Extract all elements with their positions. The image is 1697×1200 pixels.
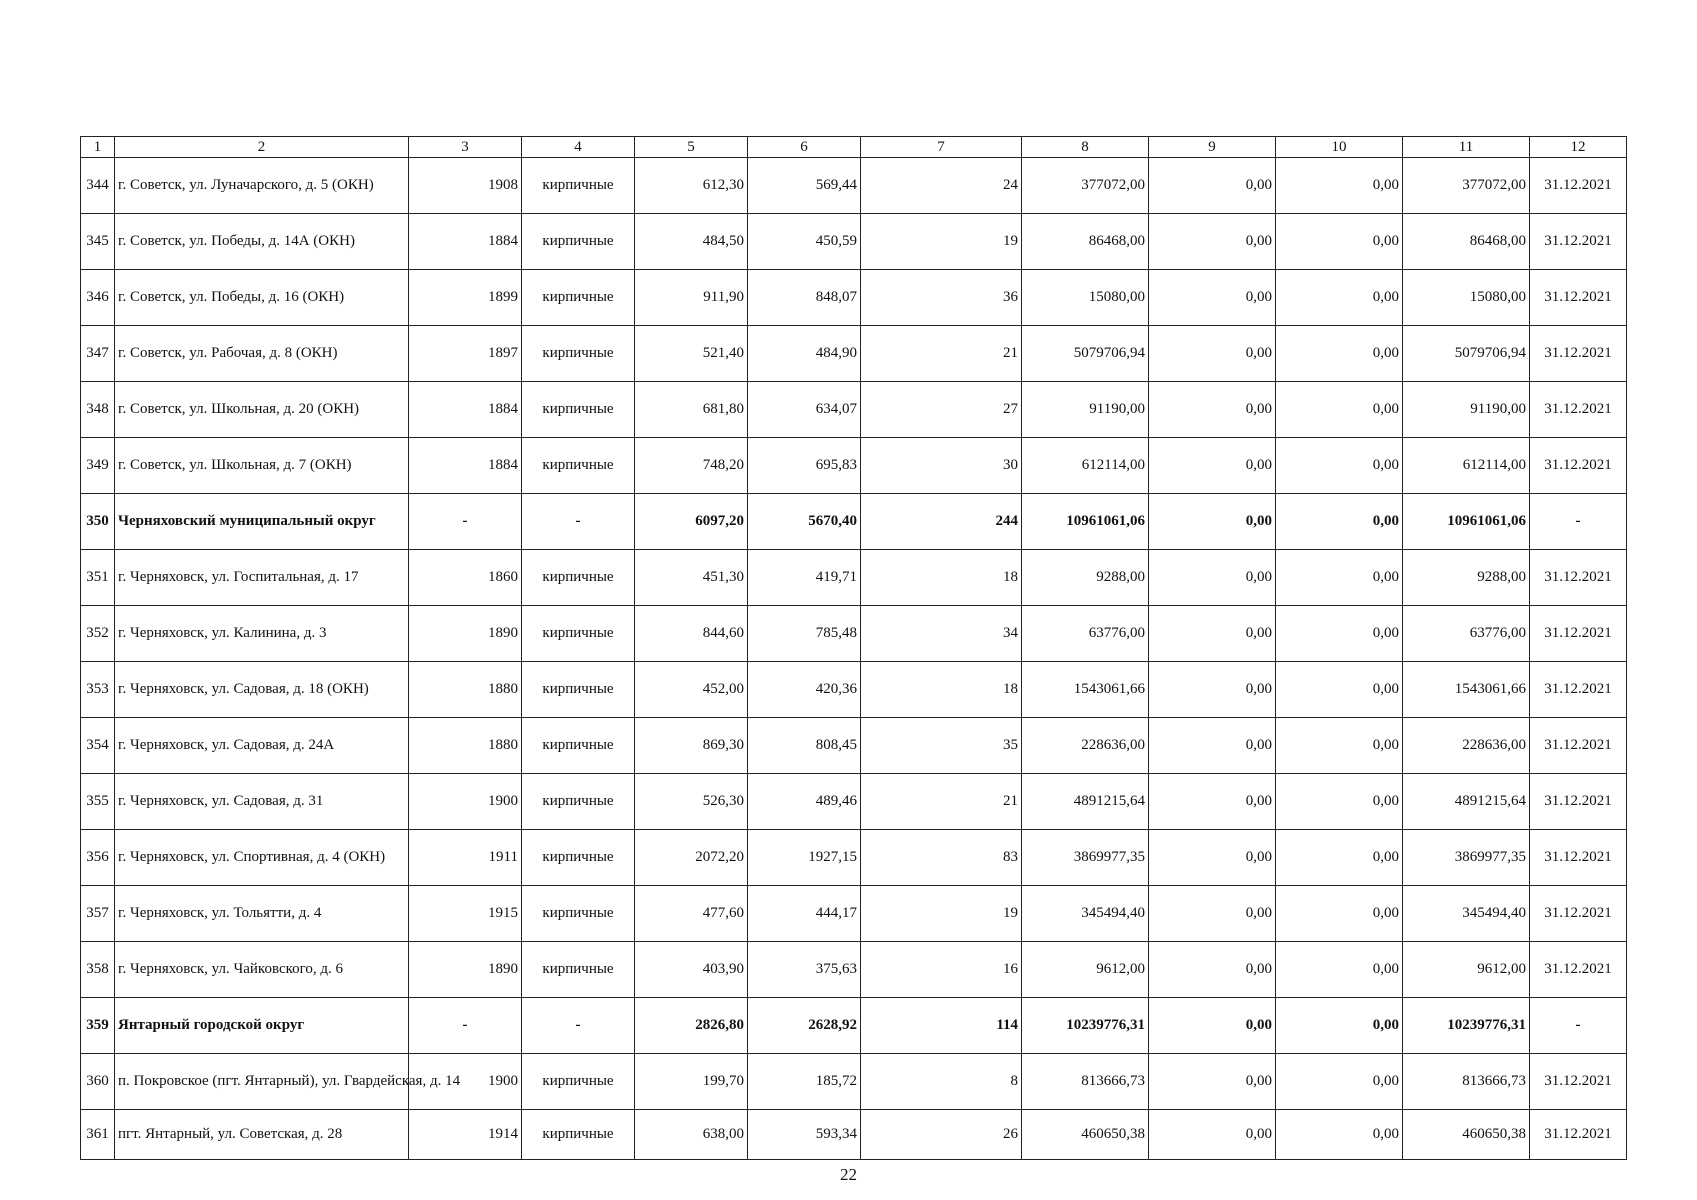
address-cell: Черняховский муниципальный округ xyxy=(115,494,409,550)
date-cell: 31.12.2021 xyxy=(1530,830,1627,886)
value-cell-10: 0,00 xyxy=(1276,662,1403,718)
value-cell-6: 1927,15 xyxy=(748,830,861,886)
material-cell: кирпичные xyxy=(522,886,635,942)
value-cell-5: 451,30 xyxy=(635,550,748,606)
value-cell-8: 3869977,35 xyxy=(1022,830,1149,886)
date-cell: 31.12.2021 xyxy=(1530,550,1627,606)
table-row xyxy=(81,886,1627,942)
value-cell-7: 24 xyxy=(861,158,1022,214)
column-number-header-row xyxy=(81,137,1627,158)
address-cell: г. Черняховск, ул. Садовая, д. 31 xyxy=(115,774,409,830)
value-cell-7: 21 xyxy=(861,774,1022,830)
material-cell: кирпичные xyxy=(522,438,635,494)
year-cell: 1915 xyxy=(409,886,522,942)
value-cell-8: 86468,00 xyxy=(1022,214,1149,270)
value-cell-5: 844,60 xyxy=(635,606,748,662)
value-cell-5: 612,30 xyxy=(635,158,748,214)
value-cell-7: 19 xyxy=(861,886,1022,942)
material-cell: кирпичные xyxy=(522,326,635,382)
address-cell: г. Черняховск, ул. Калинина, д. 3 xyxy=(115,606,409,662)
value-cell-10: 0,00 xyxy=(1276,1110,1403,1160)
value-cell-6: 420,36 xyxy=(748,662,861,718)
value-cell-7: 26 xyxy=(861,1110,1022,1160)
date-cell: 31.12.2021 xyxy=(1530,774,1627,830)
row-number-cell: 345 xyxy=(81,214,115,270)
value-cell-7: 18 xyxy=(861,550,1022,606)
value-cell-10: 0,00 xyxy=(1276,998,1403,1054)
value-cell-9: 0,00 xyxy=(1149,326,1276,382)
value-cell-7: 114 xyxy=(861,998,1022,1054)
value-cell-8: 345494,40 xyxy=(1022,886,1149,942)
row-number-cell: 360 xyxy=(81,1054,115,1110)
value-cell-7: 36 xyxy=(861,270,1022,326)
date-cell: 31.12.2021 xyxy=(1530,942,1627,998)
row-number-cell: 357 xyxy=(81,886,115,942)
value-cell-9: 0,00 xyxy=(1149,550,1276,606)
value-cell-7: 35 xyxy=(861,718,1022,774)
address-cell: г. Черняховск, ул. Чайковского, д. 6 xyxy=(115,942,409,998)
date-cell: 31.12.2021 xyxy=(1530,1054,1627,1110)
row-number-cell: 358 xyxy=(81,942,115,998)
value-cell-11: 1543061,66 xyxy=(1403,662,1530,718)
year-cell: 1900 xyxy=(409,1054,522,1110)
table-row xyxy=(81,214,1627,270)
value-cell-9: 0,00 xyxy=(1149,606,1276,662)
column-header: 10 xyxy=(1276,137,1403,158)
value-cell-11: 9612,00 xyxy=(1403,942,1530,998)
value-cell-9: 0,00 xyxy=(1149,718,1276,774)
value-cell-6: 848,07 xyxy=(748,270,861,326)
material-cell: кирпичные xyxy=(522,550,635,606)
value-cell-9: 0,00 xyxy=(1149,1110,1276,1160)
address-cell: г. Советск, ул. Школьная, д. 20 (ОКН) xyxy=(115,382,409,438)
row-number-cell: 349 xyxy=(81,438,115,494)
value-cell-8: 9288,00 xyxy=(1022,550,1149,606)
year-cell: 1908 xyxy=(409,158,522,214)
year-cell: 1884 xyxy=(409,382,522,438)
value-cell-8: 228636,00 xyxy=(1022,718,1149,774)
value-cell-9: 0,00 xyxy=(1149,1054,1276,1110)
value-cell-6: 2628,92 xyxy=(748,998,861,1054)
table-row xyxy=(81,326,1627,382)
address-cell: г. Черняховск, ул. Спортивная, д. 4 (ОКН) xyxy=(115,830,409,886)
row-number-cell: 361 xyxy=(81,1110,115,1160)
value-cell-9: 0,00 xyxy=(1149,998,1276,1054)
value-cell-8: 460650,38 xyxy=(1022,1110,1149,1160)
value-cell-8: 10961061,06 xyxy=(1022,494,1149,550)
value-cell-7: 21 xyxy=(861,326,1022,382)
material-cell: кирпичные xyxy=(522,158,635,214)
value-cell-6: 695,83 xyxy=(748,438,861,494)
row-number-cell: 359 xyxy=(81,998,115,1054)
value-cell-6: 5670,40 xyxy=(748,494,861,550)
value-cell-10: 0,00 xyxy=(1276,1054,1403,1110)
value-cell-10: 0,00 xyxy=(1276,214,1403,270)
address-cell: г. Советск, ул. Школьная, д. 7 (ОКН) xyxy=(115,438,409,494)
page-number: 22 xyxy=(840,1165,857,1184)
material-cell: кирпичные xyxy=(522,1054,635,1110)
table-row xyxy=(81,718,1627,774)
value-cell-11: 3869977,35 xyxy=(1403,830,1530,886)
value-cell-8: 91190,00 xyxy=(1022,382,1149,438)
year-cell: 1884 xyxy=(409,438,522,494)
row-number-cell: 352 xyxy=(81,606,115,662)
value-cell-10: 0,00 xyxy=(1276,606,1403,662)
value-cell-6: 808,45 xyxy=(748,718,861,774)
table-row xyxy=(81,606,1627,662)
row-number-cell: 346 xyxy=(81,270,115,326)
table-row xyxy=(81,1054,1627,1110)
value-cell-7: 19 xyxy=(861,214,1022,270)
date-cell: 31.12.2021 xyxy=(1530,718,1627,774)
row-number-cell: 344 xyxy=(81,158,115,214)
value-cell-8: 377072,00 xyxy=(1022,158,1149,214)
year-cell: 1900 xyxy=(409,774,522,830)
value-cell-10: 0,00 xyxy=(1276,942,1403,998)
material-cell: кирпичные xyxy=(522,774,635,830)
value-cell-11: 345494,40 xyxy=(1403,886,1530,942)
value-cell-9: 0,00 xyxy=(1149,214,1276,270)
value-cell-6: 185,72 xyxy=(748,1054,861,1110)
material-cell: - xyxy=(522,998,635,1054)
value-cell-9: 0,00 xyxy=(1149,494,1276,550)
material-cell: кирпичные xyxy=(522,382,635,438)
address-cell: г. Советск, ул. Победы, д. 14А (ОКН) xyxy=(115,214,409,270)
row-number-cell: 353 xyxy=(81,662,115,718)
value-cell-6: 785,48 xyxy=(748,606,861,662)
value-cell-11: 63776,00 xyxy=(1403,606,1530,662)
material-cell: кирпичные xyxy=(522,270,635,326)
value-cell-5: 452,00 xyxy=(635,662,748,718)
value-cell-11: 15080,00 xyxy=(1403,270,1530,326)
value-cell-5: 526,30 xyxy=(635,774,748,830)
date-cell: 31.12.2021 xyxy=(1530,606,1627,662)
column-header: 5 xyxy=(635,137,748,158)
value-cell-11: 813666,73 xyxy=(1403,1054,1530,1110)
value-cell-7: 8 xyxy=(861,1054,1022,1110)
column-header: 1 xyxy=(81,137,115,158)
value-cell-9: 0,00 xyxy=(1149,942,1276,998)
row-number-cell: 355 xyxy=(81,774,115,830)
year-cell: 1880 xyxy=(409,662,522,718)
row-number-cell: 351 xyxy=(81,550,115,606)
date-cell: - xyxy=(1530,494,1627,550)
value-cell-10: 0,00 xyxy=(1276,774,1403,830)
address-cell: г. Черняховск, ул. Садовая, д. 24А xyxy=(115,718,409,774)
value-cell-8: 63776,00 xyxy=(1022,606,1149,662)
value-cell-11: 460650,38 xyxy=(1403,1110,1530,1160)
value-cell-6: 489,46 xyxy=(748,774,861,830)
value-cell-9: 0,00 xyxy=(1149,774,1276,830)
value-cell-8: 5079706,94 xyxy=(1022,326,1149,382)
value-cell-9: 0,00 xyxy=(1149,662,1276,718)
value-cell-7: 18 xyxy=(861,662,1022,718)
value-cell-8: 1543061,66 xyxy=(1022,662,1149,718)
date-cell: 31.12.2021 xyxy=(1530,382,1627,438)
value-cell-5: 521,40 xyxy=(635,326,748,382)
material-cell: кирпичные xyxy=(522,718,635,774)
value-cell-7: 34 xyxy=(861,606,1022,662)
column-header: 7 xyxy=(861,137,1022,158)
value-cell-11: 377072,00 xyxy=(1403,158,1530,214)
value-cell-10: 0,00 xyxy=(1276,270,1403,326)
value-cell-7: 30 xyxy=(861,438,1022,494)
row-number-cell: 354 xyxy=(81,718,115,774)
table-row xyxy=(81,438,1627,494)
table-row xyxy=(81,550,1627,606)
table-row xyxy=(81,662,1627,718)
year-cell: 1884 xyxy=(409,214,522,270)
value-cell-5: 403,90 xyxy=(635,942,748,998)
date-cell: 31.12.2021 xyxy=(1530,662,1627,718)
table-body xyxy=(81,158,1627,1160)
value-cell-10: 0,00 xyxy=(1276,158,1403,214)
column-header: 3 xyxy=(409,137,522,158)
material-cell: кирпичные xyxy=(522,830,635,886)
value-cell-7: 83 xyxy=(861,830,1022,886)
row-number-cell: 350 xyxy=(81,494,115,550)
total-row xyxy=(81,494,1627,550)
value-cell-10: 0,00 xyxy=(1276,382,1403,438)
value-cell-5: 477,60 xyxy=(635,886,748,942)
value-cell-7: 27 xyxy=(861,382,1022,438)
year-cell: 1911 xyxy=(409,830,522,886)
year-cell: 1897 xyxy=(409,326,522,382)
value-cell-8: 15080,00 xyxy=(1022,270,1149,326)
material-cell: кирпичные xyxy=(522,606,635,662)
value-cell-5: 484,50 xyxy=(635,214,748,270)
value-cell-6: 375,63 xyxy=(748,942,861,998)
value-cell-10: 0,00 xyxy=(1276,438,1403,494)
value-cell-6: 593,34 xyxy=(748,1110,861,1160)
value-cell-10: 0,00 xyxy=(1276,550,1403,606)
value-cell-9: 0,00 xyxy=(1149,886,1276,942)
address-cell: п. Покровское (пгт. Янтарный), ул. Гвардейская, д. 14 xyxy=(115,1054,409,1110)
date-cell: 31.12.2021 xyxy=(1530,158,1627,214)
value-cell-10: 0,00 xyxy=(1276,830,1403,886)
row-number-cell: 356 xyxy=(81,830,115,886)
material-cell: - xyxy=(522,494,635,550)
column-header: 2 xyxy=(115,137,409,158)
date-cell: 31.12.2021 xyxy=(1530,270,1627,326)
value-cell-8: 612114,00 xyxy=(1022,438,1149,494)
value-cell-11: 9288,00 xyxy=(1403,550,1530,606)
value-cell-8: 813666,73 xyxy=(1022,1054,1149,1110)
date-cell: 31.12.2021 xyxy=(1530,326,1627,382)
address-cell: Янтарный городской округ xyxy=(115,998,409,1054)
value-cell-5: 681,80 xyxy=(635,382,748,438)
register-table xyxy=(80,136,1627,1160)
date-cell: 31.12.2021 xyxy=(1530,886,1627,942)
value-cell-11: 228636,00 xyxy=(1403,718,1530,774)
table-row xyxy=(81,1110,1627,1160)
value-cell-7: 16 xyxy=(861,942,1022,998)
value-cell-10: 0,00 xyxy=(1276,886,1403,942)
value-cell-5: 199,70 xyxy=(635,1054,748,1110)
date-cell: - xyxy=(1530,998,1627,1054)
table-row xyxy=(81,382,1627,438)
year-cell: 1890 xyxy=(409,942,522,998)
value-cell-6: 569,44 xyxy=(748,158,861,214)
value-cell-6: 419,71 xyxy=(748,550,861,606)
row-number-cell: 348 xyxy=(81,382,115,438)
value-cell-11: 612114,00 xyxy=(1403,438,1530,494)
value-cell-11: 4891215,64 xyxy=(1403,774,1530,830)
value-cell-5: 2826,80 xyxy=(635,998,748,1054)
value-cell-5: 748,20 xyxy=(635,438,748,494)
year-cell: - xyxy=(409,998,522,1054)
value-cell-8: 4891215,64 xyxy=(1022,774,1149,830)
value-cell-6: 444,17 xyxy=(748,886,861,942)
value-cell-11: 10961061,06 xyxy=(1403,494,1530,550)
material-cell: кирпичные xyxy=(522,214,635,270)
address-cell: г. Черняховск, ул. Садовая, д. 18 (ОКН) xyxy=(115,662,409,718)
value-cell-5: 2072,20 xyxy=(635,830,748,886)
value-cell-5: 6097,20 xyxy=(635,494,748,550)
table-row xyxy=(81,830,1627,886)
address-cell: г. Советск, ул. Луначарского, д. 5 (ОКН) xyxy=(115,158,409,214)
value-cell-11: 91190,00 xyxy=(1403,382,1530,438)
value-cell-8: 9612,00 xyxy=(1022,942,1149,998)
value-cell-6: 450,59 xyxy=(748,214,861,270)
address-cell: г. Советск, ул. Рабочая, д. 8 (ОКН) xyxy=(115,326,409,382)
column-header: 8 xyxy=(1022,137,1149,158)
value-cell-6: 634,07 xyxy=(748,382,861,438)
date-cell: 31.12.2021 xyxy=(1530,438,1627,494)
value-cell-6: 484,90 xyxy=(748,326,861,382)
table-row xyxy=(81,270,1627,326)
value-cell-11: 5079706,94 xyxy=(1403,326,1530,382)
year-cell: 1860 xyxy=(409,550,522,606)
value-cell-9: 0,00 xyxy=(1149,382,1276,438)
value-cell-9: 0,00 xyxy=(1149,158,1276,214)
value-cell-11: 10239776,31 xyxy=(1403,998,1530,1054)
value-cell-8: 10239776,31 xyxy=(1022,998,1149,1054)
value-cell-7: 244 xyxy=(861,494,1022,550)
column-header: 11 xyxy=(1403,137,1530,158)
row-number-cell: 347 xyxy=(81,326,115,382)
material-cell: кирпичные xyxy=(522,1110,635,1160)
column-header: 4 xyxy=(522,137,635,158)
table-row xyxy=(81,942,1627,998)
value-cell-9: 0,00 xyxy=(1149,270,1276,326)
value-cell-9: 0,00 xyxy=(1149,830,1276,886)
column-header: 12 xyxy=(1530,137,1627,158)
address-cell: г. Черняховск, ул. Госпитальная, д. 17 xyxy=(115,550,409,606)
total-row xyxy=(81,998,1627,1054)
date-cell: 31.12.2021 xyxy=(1530,214,1627,270)
address-cell: г. Советск, ул. Победы, д. 16 (ОКН) xyxy=(115,270,409,326)
table-row xyxy=(81,158,1627,214)
year-cell: 1899 xyxy=(409,270,522,326)
value-cell-10: 0,00 xyxy=(1276,494,1403,550)
value-cell-5: 869,30 xyxy=(635,718,748,774)
material-cell: кирпичные xyxy=(522,942,635,998)
date-cell: 31.12.2021 xyxy=(1530,1110,1627,1160)
value-cell-11: 86468,00 xyxy=(1403,214,1530,270)
year-cell: 1880 xyxy=(409,718,522,774)
value-cell-5: 638,00 xyxy=(635,1110,748,1160)
value-cell-10: 0,00 xyxy=(1276,718,1403,774)
column-header: 6 xyxy=(748,137,861,158)
column-header: 9 xyxy=(1149,137,1276,158)
value-cell-10: 0,00 xyxy=(1276,326,1403,382)
year-cell: 1890 xyxy=(409,606,522,662)
year-cell: 1914 xyxy=(409,1110,522,1160)
value-cell-9: 0,00 xyxy=(1149,438,1276,494)
address-cell: г. Черняховск, ул. Тольятти, д. 4 xyxy=(115,886,409,942)
year-cell: - xyxy=(409,494,522,550)
value-cell-5: 911,90 xyxy=(635,270,748,326)
table-row xyxy=(81,774,1627,830)
material-cell: кирпичные xyxy=(522,662,635,718)
address-cell: пгт. Янтарный, ул. Советская, д. 28 xyxy=(115,1110,409,1160)
